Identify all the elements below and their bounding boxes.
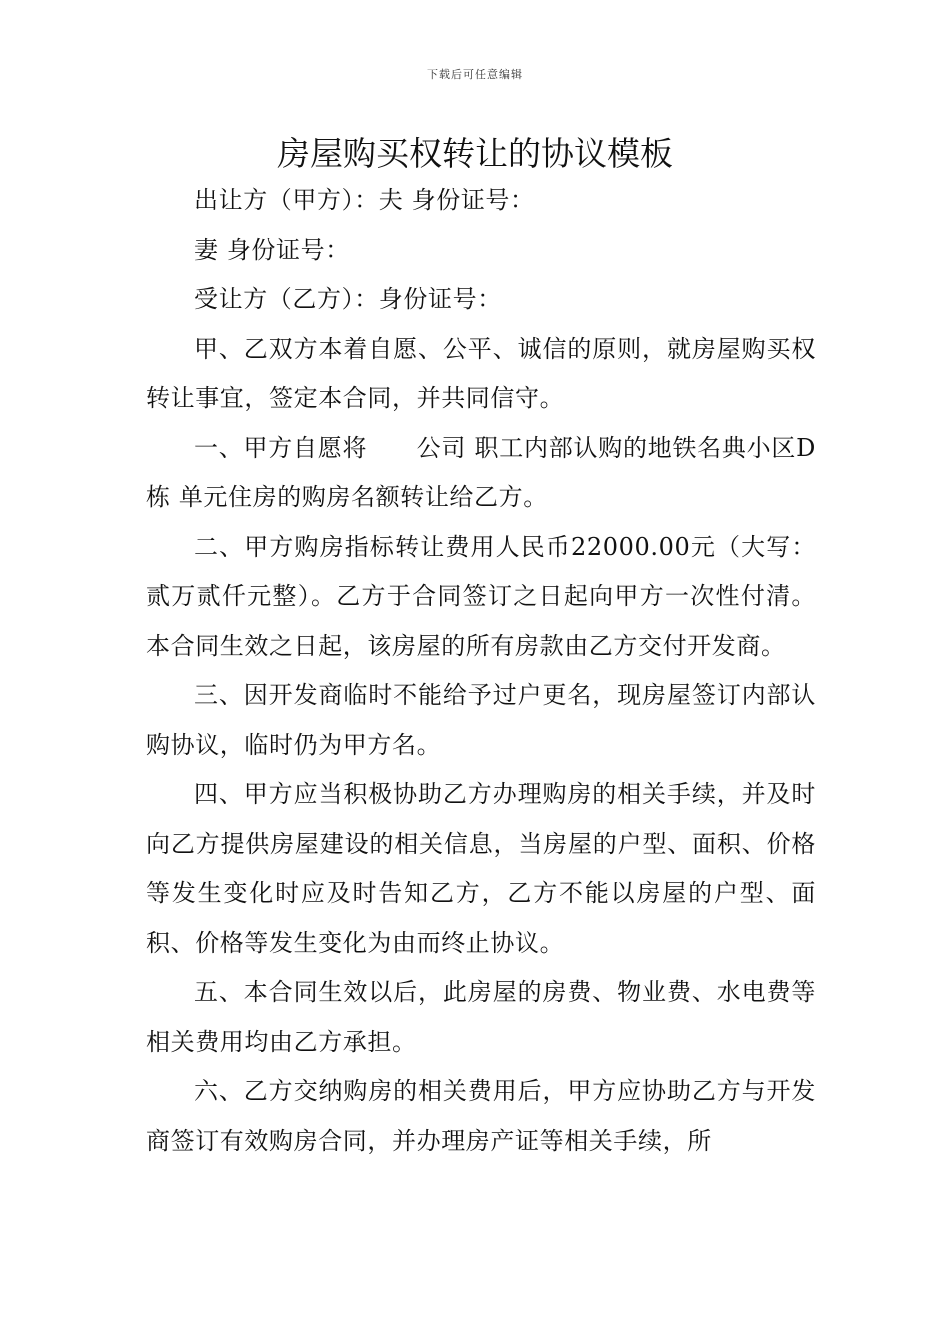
clause-3: 三、因开发商临时不能给予过户更名，现房屋签订内部认购协议，临时仍为甲方名。	[146, 681, 816, 759]
clause-5: 五、本合同生效以后，此房屋的房费、物业费、水电费等相关费用均由乙方承担。	[146, 978, 816, 1056]
party-transferor-wife: 妻 身份证号：	[194, 235, 350, 264]
preamble-paragraph: 甲、乙双方本着自愿、公平、诚信的原则，就房屋购买权转让事宜，签定本合同，并共同信守。	[146, 334, 816, 412]
header-note: 下载后可任意编辑	[427, 68, 523, 81]
party-transferee: 受让方（乙方）：身份证号：	[194, 285, 502, 313]
clause-4: 四、甲方应当积极协助乙方办理购房的相关手续，并及时向乙方提供房屋建设的相关信息，当房屋的户型、面积、价格等发生变化时应及时告知乙方，乙方不能以房屋的户型、面积、价格等发生变化为由而终止协议。	[146, 780, 816, 957]
document-title: 房屋购买权转让的协议模板	[277, 134, 673, 173]
clause-6: 六、乙方交纳购房的相关费用后，甲方应协助乙方与开发商签订有效购房合同，并办理房产证等相关手续，所	[146, 1077, 816, 1155]
clause-1: 一、甲方自愿将 公司 职工内部认购的地铁名典小区D 栋 单元住房的购房名额转让给乙方。	[146, 433, 816, 511]
party-transferor-husband: 出让方（甲方）：夫 身份证号：	[194, 186, 535, 214]
document-body	[146, 176, 816, 1166]
clause-2: 二、甲方购房指标转让费用人民币22000.00元（大写：贰万贰仟元整）。乙方于合同签订之日起向甲方一次性付清。本合同生效之日起，该房屋的所有房款由乙方交付开发商。	[146, 532, 816, 660]
